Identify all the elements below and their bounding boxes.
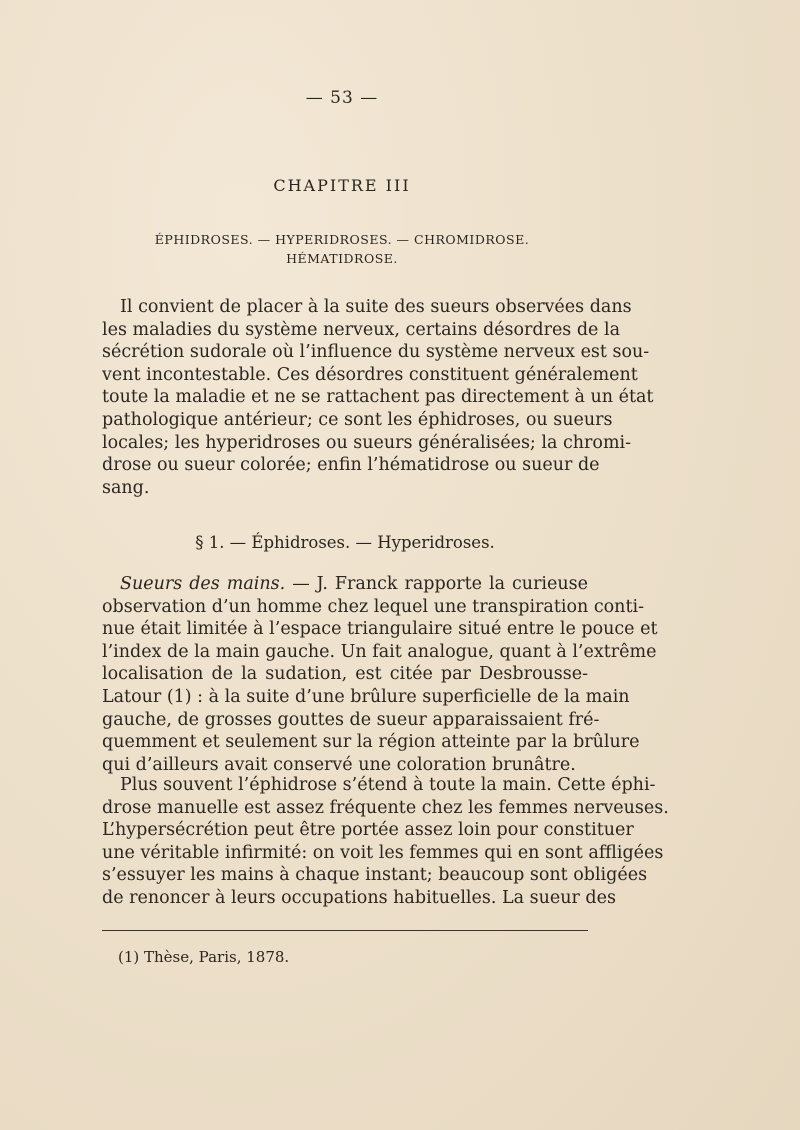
- text-line: drose ou sueur colorée; enfin l’hématidrose ou sueur de: [102, 455, 600, 476]
- text-line: localisation de la sudation, est citée par Desbrousse-: [102, 664, 588, 685]
- text-line: quemment et seulement sur la région atteinte par la brûlure: [102, 732, 640, 753]
- text-line: [102, 573, 588, 596]
- text-line: sang.: [102, 477, 150, 498]
- text-line: gauche, de grosses gouttes de sueur apparaissaient fré-: [102, 709, 600, 730]
- section-heading: § 1. — Éphidroses. — Hyperidroses.: [195, 533, 495, 552]
- paragraph-manual-ephidrosis: [102, 774, 669, 910]
- text-line: l’index de la main gauche. Un fait analogue, quant à l’extrême: [102, 641, 657, 662]
- text-line: observation d’un homme chez lequel une transpiration conti-: [102, 596, 644, 617]
- text-line: toute la maladie et ne se rattachent pas directement à un état: [102, 387, 654, 408]
- text-line: Il convient de placer à la suite des sueurs observées dans: [120, 297, 632, 317]
- text-fragment: — J. Franck rapporte la curieuse: [285, 574, 588, 594]
- text-line: sécrétion sudorale où l’influence du système nerveux est sou-: [102, 342, 650, 363]
- text-line: qui d’ailleurs avait conservé une coloration brunâtre.: [102, 754, 576, 775]
- subtitle-line: ÉPHIDROSES. — HYPERIDROSES. — CHROMIDROSE.: [154, 232, 530, 247]
- subtitle-line: HÉMATIDROSE.: [286, 251, 398, 266]
- text-line: Plus souvent l’éphidrose s’étend à toute la main. Cette éphi-: [120, 775, 656, 795]
- text-line: pathologique antérieur; ce sont les éphidroses, ou sueurs: [102, 409, 613, 430]
- footnote: (1) Thèse, Paris, 1878.: [118, 948, 290, 966]
- text-line: Latour (1) : à la suite d’une brûlure superficielle de la main: [102, 686, 630, 707]
- text-line: drose manuelle est assez fréquente chez les femmes nerveuses.: [102, 797, 669, 818]
- paragraph-hands: [102, 573, 658, 776]
- text-line: de renoncer à leurs occupations habituelles. La sueur des: [102, 887, 616, 908]
- paragraph-intro: [102, 296, 654, 499]
- text-line: vent incontestable. Ces désordres constituent généralement: [102, 364, 638, 385]
- text-line: s’essuyer les mains à chaque instant; beaucoup sont obligées: [102, 865, 648, 886]
- text-line: les maladies du système nerveux, certains désordres de la: [102, 319, 621, 340]
- page-number: — 53 —: [305, 88, 379, 108]
- paragraph-lead: Sueurs des mains.: [120, 574, 286, 594]
- text-line: L’hypersécrétion peut être portée assez loin pour constituer: [102, 820, 634, 841]
- chapter-subtitle: [120, 230, 564, 268]
- text-line: locales; les hyperidroses ou sueurs généralisées; la chromi-: [102, 432, 632, 453]
- chapter-title: CHAPITRE III: [273, 176, 411, 195]
- footnote-divider: [102, 930, 588, 931]
- text-line: une véritable infirmité: on voit les femmes qui en sont affligées: [102, 842, 664, 863]
- text-line: nue était limitée à l’espace triangulaire situé entre le pouce et: [102, 619, 658, 640]
